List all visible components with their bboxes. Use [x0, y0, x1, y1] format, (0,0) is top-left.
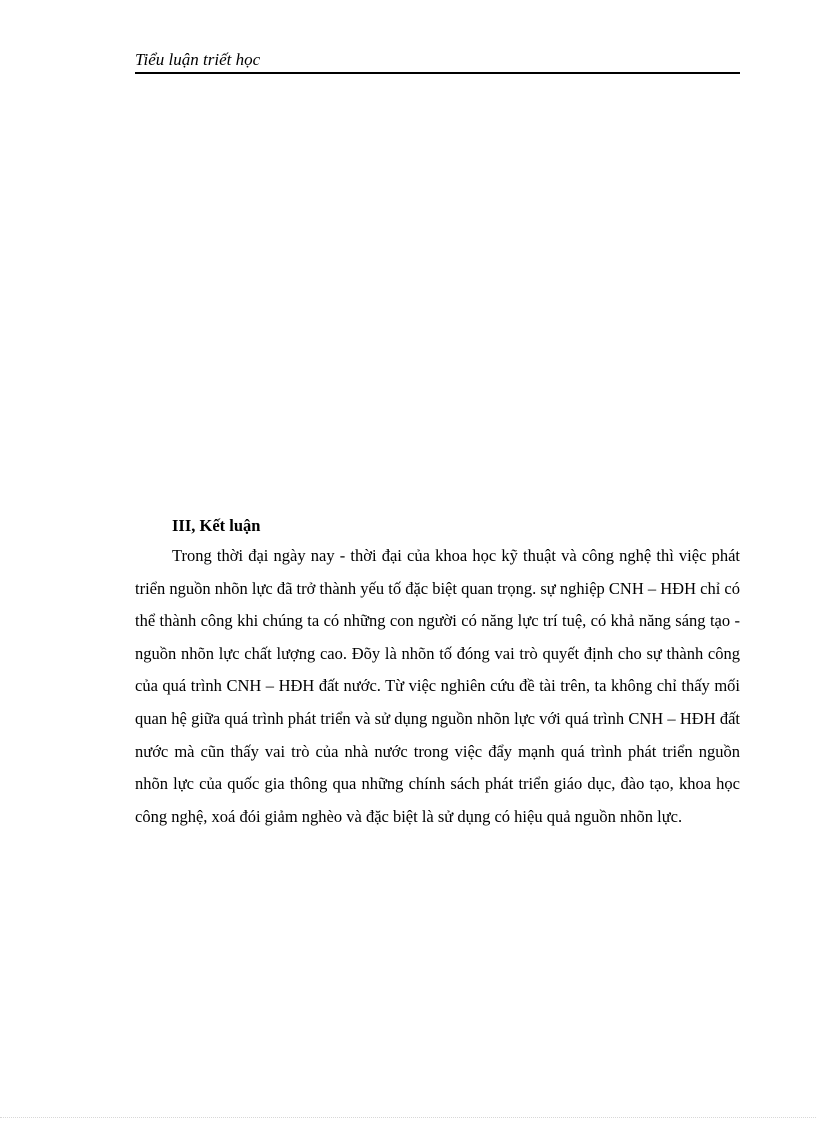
- header-title: Tiểu luận triết học: [135, 50, 261, 69]
- conclusion-section: [135, 512, 740, 833]
- page-header: [135, 48, 740, 74]
- section-heading: III, Kết luận: [172, 516, 261, 535]
- page-bottom-divider: [0, 1117, 816, 1118]
- conclusion-paragraph: Trong thời đại ngày nay - thời đại của khoa học kỹ thuật và công nghệ thì việc phát triển nguồn nhõn lực đã trở thành yếu tố đặc biệt quan trọng. sự nghiệp CNH – HĐH chỉ có thể thành công khi chúng ta có những con người có năng lực trí tuệ, có khả năng sáng tạo - nguồn nhõn lực chất lượng cao. Đõy là nhõn tố đóng vai trò quyết định cho sự thành công của quá trình CNH – HĐH đất nước. Từ việc nghiên cứu đề tài trên, ta không chỉ thấy mối quan hệ giữa quá trình phát triển và sử dụng nguồn nhõn lực với quá trình CNH – HĐH đất nước mà cũn thấy vai trò của nhà nước trong việc đẩy mạnh quá trình phát triển nguồn nhõn lực của quốc gia thông qua những chính sách phát triển giáo dục, đào tạo, khoa học công nghệ, xoá đói giảm nghèo và đặc biệt là sử dụng có hiệu quả nguồn nhõn lực.: [135, 546, 740, 826]
